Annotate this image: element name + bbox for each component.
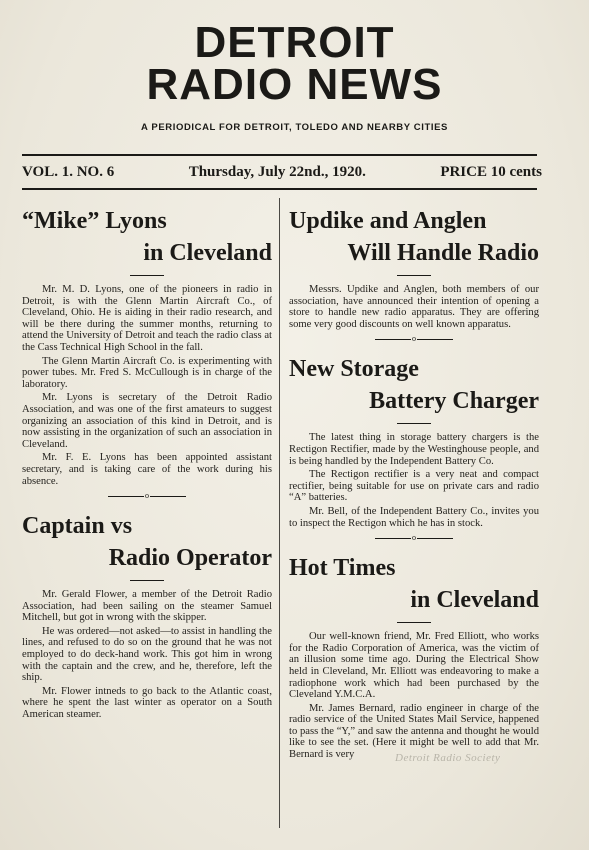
article-paragraph: He was ordered—not asked—to assist in handling the lines, and refused to do so on the ground that he was not employed to do deck-hand work. This got him in wrong with the captain and the crew, and he, therefore, left the ship. (22, 625, 272, 684)
headline (22, 510, 272, 574)
article-paragraph: Mr. Lyons is secretary of the Detroit Radio Association, and was one of the first amateurs to suggest organizing an association of this kind in Detroit, and is now assisting in the organization of such an association in Cleveland. (22, 392, 272, 450)
article-paragraph: The latest thing in storage battery chargers is the Rectigon Rectifier, made by the Westinghouse people, and is being handled by the Independent Battery Co. (289, 432, 539, 467)
headline-line1: “Mike” Lyons (22, 208, 167, 234)
article-separator: o (289, 534, 539, 542)
issue-bar (22, 160, 542, 184)
headline (22, 205, 272, 269)
article-paragraph: Mr. M. D. Lyons, one of the pioneers in radio in Detroit, is with the Glenn Martin Aircraft Co., of Cleveland, Ohio. He is aiding in their radio research, and will be there during the summer months, returning to attend the University of Detroit and teach the radio class at the Cass Technical High School in the fall. (22, 284, 272, 353)
masthead-rule-bottom (22, 188, 537, 190)
article-paragraph: Mr. Gerald Flower, a member of the Detroit Radio Association, had been sailing on the steamer Samuel Mitchell, but got in wrong with the skipper. (22, 589, 272, 624)
article-paragraph: The Rectigon rectifier is a very neat and compact rectifier, being suitable for use on private cars and radio “A” batteries. (289, 469, 539, 504)
headline-line2: in Cleveland (410, 587, 539, 614)
issue-date: Thursday, July 22nd., 1920. (188, 163, 366, 180)
headline-line2: in Cleveland (143, 240, 272, 266)
article-separator: o (289, 335, 539, 343)
article-paragraph: Mr. F. E. Lyons has been appointed assistant secretary, and is taking care of the work during his absence. (22, 452, 272, 487)
headline-rule (397, 275, 431, 276)
article-updike-anglen (289, 205, 539, 330)
article-paragraph: Our well-known friend, Mr. Fred Elliott, who works for the Radio Corporation of America, was the victim of an illusion some time ago. During the Electrical Show held in Cleveland, Mr. Elliott was endeavoring to make a radiophone work which had been purchased by the Cleveland Y.M.C.A. (289, 631, 539, 701)
headline (289, 353, 539, 417)
masthead-title-line1: DETROIT (194, 18, 395, 67)
headline-line1: Updike and Anglen (289, 208, 487, 234)
headline-line1: New Storage (289, 356, 419, 383)
headline-line2: Radio Operator (108, 545, 272, 572)
headline (289, 205, 539, 269)
issue-price: PRICE 10 cents (440, 163, 542, 180)
article-paragraph: Mr. Bell, of the Independent Battery Co., invites you to inspect the Rectigon which he has in stock. (289, 505, 539, 529)
article-captain-vs-radio-operator (22, 510, 272, 721)
masthead (0, 18, 589, 133)
headline-line2: Battery Charger (369, 388, 539, 415)
article-paragraph: The Glenn Martin Aircraft Co. is experimenting with power tubes. Mr. Fred S. McCullough is in charge of the laboratory. (22, 355, 272, 390)
article-hot-times-cleveland (289, 552, 539, 761)
right-column (289, 205, 539, 763)
article-storage-battery-charger (289, 353, 539, 529)
headline-line1: Captain vs (22, 513, 133, 540)
issue-volume: VOL. 1. NO. 6 (22, 163, 115, 180)
headline (289, 552, 539, 616)
article-separator: o (22, 492, 272, 500)
headline-line1: Hot Times (289, 555, 396, 582)
article-paragraph: Messrs. Updike and Anglen, both members of our association, have announced their intention of opening a store to handle new radio apparatus. They are offering some very good discounts on well known apparatus. (289, 284, 539, 330)
headline-rule (397, 622, 431, 623)
headline-rule (130, 580, 164, 581)
article-paragraph: Mr. Flower intneds to go back to the Atlantic coast, where he spent the last winter as operator on a South American steamer. (22, 685, 272, 721)
column-divider (279, 198, 280, 828)
watermark: Detroit Radio Society (395, 752, 501, 764)
masthead-subtitle: A PERIODICAL FOR DETROIT, TOLEDO AND NEARBY CITIES (141, 122, 448, 133)
headline-rule (130, 275, 164, 276)
masthead-title-line2: RADIO NEWS (146, 60, 443, 109)
masthead-rule-top (22, 154, 537, 156)
article-paragraph: Mr. James Bernard, radio engineer in charge of the radio service of the United States Mail Service, happened to pass the “Y,” and saw the antenna and thought he would like to see the set. (Here it might be well to add that Mr. Bernard is very (289, 702, 539, 761)
article-mike-lyons (22, 205, 272, 487)
headline-rule (397, 423, 431, 424)
left-column (22, 205, 272, 723)
headline-line2: Will Handle Radio (347, 240, 539, 266)
